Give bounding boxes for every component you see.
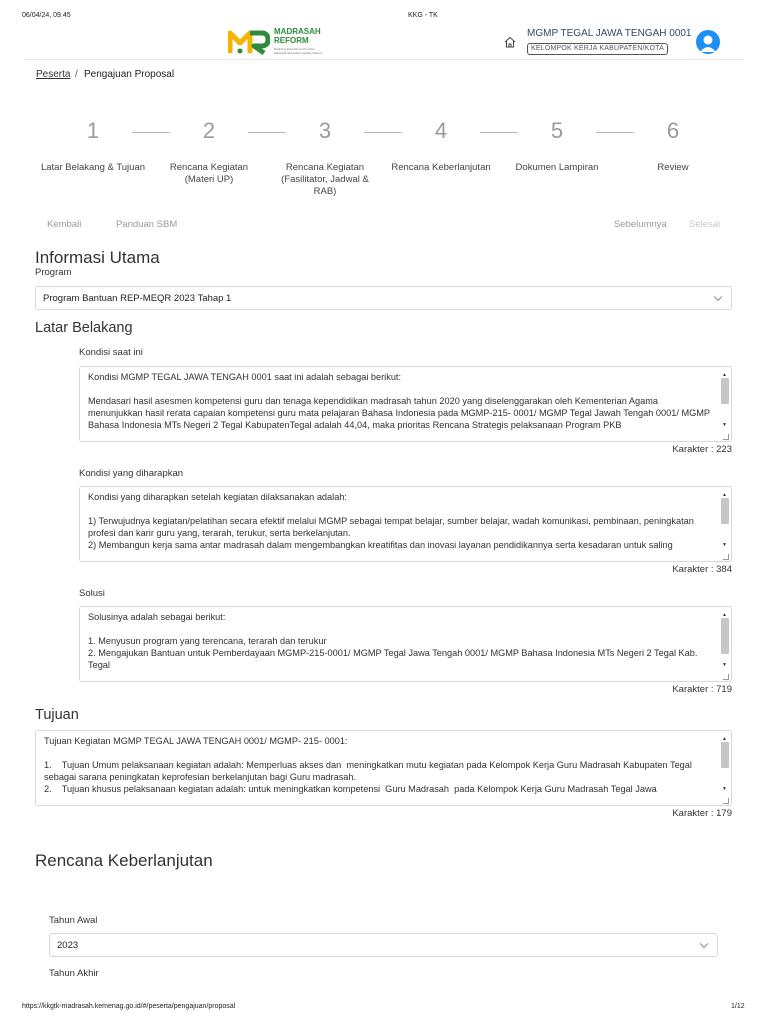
- kondisi-char-count: Karakter : 223: [672, 444, 732, 455]
- header-divider: [24, 59, 744, 60]
- breadcrumb-link-peserta[interactable]: Peserta: [36, 69, 71, 80]
- print-page-number: 1/12: [731, 1003, 745, 1010]
- scroll-up-icon[interactable]: ▲: [722, 736, 727, 742]
- previous-button[interactable]: Sebelumnya: [614, 219, 667, 230]
- solusi-textarea[interactable]: [79, 606, 732, 682]
- scroll-thumb[interactable]: [721, 498, 729, 524]
- print-title: KKG - TK: [408, 12, 438, 19]
- resize-grip-icon[interactable]: [723, 674, 729, 680]
- harap-text: Kondisi yang diharapkan setelah kegiatan dilaksanakan adalah: 1) Terwujudnya kegiatan/pelatihan secara efektif melalui MGMP sebagai tempat belajar, sumber belajar, wadah komunikasi, pembinaan, peningkatan profesi dan karir guru yang, terarah, terukur, serta berkelanjutan. 2) Membangun kerja sama antar madrasah dalam mengembangkan kreatifitas dan inovasi layanan pendidikannya serta kesadaran untuk saling: [88, 492, 694, 550]
- section-title-rencana-keberlanjutan: Rencana Keberlanjutan: [35, 851, 213, 870]
- kondisi-text: Kondisi MGMP TEGAL JAWA TENGAH 0001 saat ini adalah sebagai berikut: Mendasari hasil asesmen kompetensi guru dan tenaga kependidikan madrasah tahun 2020 yang diselenggarakan oleh Kementerian Agama menunjukkan hasil rerata capaian kompetensi guru mata pelajaran Bahasa Indonesia pada MGMP-215- 0001/ MGMP Tegal Jawah Tengah 0001/ MGMP Bahasa Indonesia MTs Negeri 2 Tegal KabupatenTegal adalah 44,04, maka prioritas Rencana Strategis pelaksanaan Program PKB: [88, 372, 710, 430]
- step-1-number[interactable]: 1: [86, 118, 100, 143]
- step-3-number[interactable]: 3: [318, 118, 332, 143]
- resize-grip-icon[interactable]: [723, 434, 729, 440]
- scroll-down-icon[interactable]: ▼: [722, 662, 727, 668]
- tujuan-scrollbar[interactable]: [720, 733, 729, 795]
- scroll-thumb[interactable]: [721, 742, 729, 768]
- step-6-label[interactable]: Review: [657, 162, 689, 173]
- scroll-up-icon[interactable]: ▲: [722, 372, 727, 378]
- back-button[interactable]: Kembali: [47, 219, 82, 230]
- tujuan-text: Tujuan Kegiatan MGMP TEGAL JAWA TENGAH 0001/ MGMP- 215- 0001: 1. Tujuan Umum pelaksanaan kegiatan adalah: Memperluas akses dan meningkatkan mutu kegiatan pada Kelompok Kerja Guru Madrasah Kabupaten Tegal sebagai sarana peningkatan keprofesian berkelanjutan bagi Guru madrasah. 2. Tujuan khusus pelaksanaan kegiatan adalah: untuk meningkatkan kompetensi Guru Madrasah pada Kelompok Kerja Guru Madrasah Tegal Jawa: [44, 736, 692, 794]
- tahun-awal-label: Tahun Awal: [49, 915, 98, 926]
- program-select[interactable]: [35, 286, 732, 310]
- tahun-akhir-label: Tahun Akhir: [49, 968, 99, 979]
- chevron-down-icon: [700, 940, 708, 948]
- step-4-number[interactable]: 4: [434, 118, 448, 143]
- step-6-number[interactable]: 6: [666, 118, 680, 143]
- chevron-down-icon: [714, 293, 722, 301]
- harap-label: Kondisi yang diharapkan: [79, 468, 184, 479]
- step-3-label[interactable]: Rencana Kegiatan (Fasilitator, Jadwal & RAB): [281, 162, 369, 197]
- org-name: MGMP TEGAL JAWA TENGAH 0001: [527, 28, 692, 39]
- logo-text: MADRASAH REFORM: [274, 27, 321, 45]
- print-footer-url: https://kkgtk-madrasah.kemenag.go.id/#/peserta/pengajuan/proposal: [22, 1003, 236, 1010]
- section-title-tujuan: Tujuan: [35, 707, 79, 723]
- org-type-badge: KELOMPOK KERJA KABUPATEN/KOTA: [527, 43, 668, 55]
- scroll-down-icon[interactable]: ▼: [722, 542, 727, 548]
- kondisi-label: Kondisi saat ini: [79, 347, 143, 358]
- step-connector: [480, 132, 518, 133]
- harap-char-count: Karakter : 384: [672, 564, 732, 575]
- solusi-char-count: Karakter : 719: [672, 684, 732, 695]
- tahun-awal-value: 2023: [57, 939, 79, 951]
- sbm-guide-button[interactable]: Panduan SBM: [116, 219, 178, 230]
- step-4-label[interactable]: Rencana Keberlanjutan: [391, 162, 491, 173]
- home-icon[interactable]: [503, 35, 517, 49]
- program-label: Program: [35, 267, 72, 278]
- logo-mark-icon: [228, 27, 270, 55]
- scroll-up-icon[interactable]: ▲: [722, 492, 727, 498]
- breadcrumb-current: Pengajuan Proposal: [84, 69, 175, 80]
- step-connector: [364, 132, 402, 133]
- step-5-number[interactable]: 5: [550, 118, 564, 143]
- step-5-label[interactable]: Dokumen Lampiran: [515, 162, 599, 173]
- finish-button[interactable]: Selesai: [689, 219, 721, 230]
- solusi-scrollbar[interactable]: [720, 609, 729, 671]
- program-select-value: Program Bantuan REP-MEQR 2023 Tahap 1: [43, 292, 232, 304]
- solusi-text: Solusinya adalah sebagai berikut: 1. Menyusun program yang terencana, terarah dan terukur 2. Mengajukan Bantuan untuk Pemberdayaan MGMP-215-0001/ MGMP Tegal Jawa Tengah 0001/ MGMP Bahasa Indonesia MTs Negeri 2 Tegal Kab. Tegal: [88, 612, 698, 670]
- scroll-down-icon[interactable]: ▼: [722, 786, 727, 792]
- breadcrumb-separator: /: [75, 69, 78, 80]
- kondisi-textarea[interactable]: [79, 366, 732, 442]
- step-1-label[interactable]: Latar Belakang & Tujuan: [40, 162, 146, 173]
- solusi-label: Solusi: [79, 588, 105, 599]
- section-title-latar-belakang: Latar Belakang: [35, 320, 133, 336]
- scroll-thumb[interactable]: [721, 618, 729, 654]
- tujuan-textarea[interactable]: [35, 730, 732, 806]
- scroll-down-icon[interactable]: ▼: [722, 422, 727, 428]
- scroll-up-icon[interactable]: ▲: [722, 612, 727, 618]
- resize-grip-icon[interactable]: [723, 554, 729, 560]
- harap-textarea[interactable]: [79, 486, 732, 562]
- step-connector: [596, 132, 634, 133]
- print-datetime: 06/04/24, 09.45: [22, 12, 71, 19]
- scroll-thumb[interactable]: [721, 378, 729, 404]
- step-2-label[interactable]: Rencana Kegiatan (Materi UP): [169, 162, 249, 185]
- tujuan-char-count: Karakter : 179: [672, 808, 732, 819]
- madrasah-reform-logo[interactable]: [228, 27, 328, 57]
- step-2-number[interactable]: 2: [202, 118, 216, 143]
- kondisi-scrollbar[interactable]: [720, 369, 729, 431]
- step-connector: [248, 132, 286, 133]
- step-connector: [132, 132, 170, 133]
- harap-scrollbar[interactable]: [720, 489, 729, 551]
- section-title-informasi-utama: Informasi Utama: [35, 248, 160, 267]
- resize-grip-icon[interactable]: [723, 798, 729, 804]
- logo-subtext: Realizing Education's Promise: Madrasah Education Quality Reform: [274, 47, 323, 55]
- tahun-awal-select[interactable]: [49, 933, 718, 957]
- user-avatar-icon[interactable]: [696, 30, 720, 54]
